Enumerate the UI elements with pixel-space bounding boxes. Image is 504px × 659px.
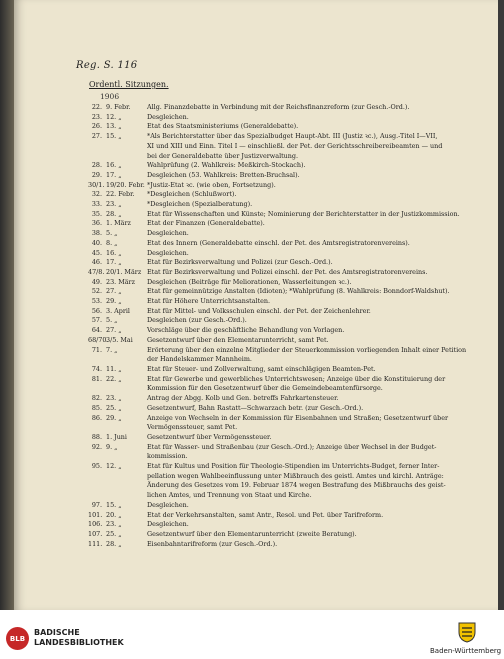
session-topic: Vermögenssteuer, samt Pet.	[147, 423, 238, 432]
session-row	[88, 278, 490, 288]
session-date: 15. „	[106, 500, 122, 509]
session-topic: Allg. Finanzdebatte in Verbindung mit der Reichsfinanzreform (zur Gesch.-Ord.).	[147, 103, 410, 111]
session-number: 52.	[91, 287, 102, 296]
session-row	[88, 433, 490, 443]
session-topic: *Als Berichterstatter über das Spezialbudget Haupt-Abt. III (Justiz ꝛc.), Ausg.-Titel I—VII,	[147, 132, 438, 141]
session-row	[88, 491, 490, 501]
session-number: 40.	[91, 238, 102, 247]
session-date	[102, 491, 147, 501]
document-page	[14, 0, 498, 610]
session-number: 82.	[91, 394, 102, 403]
session-date: 5. „	[106, 229, 118, 238]
session-number: 32.	[91, 190, 102, 199]
session-row	[88, 404, 490, 414]
session-date: 17. „	[106, 258, 122, 267]
running-head: Reg. S. 116	[76, 60, 138, 71]
session-date: 22. Febr.	[106, 190, 135, 199]
session-topic: Änderung des Gesetzes vom 19. Februar 1874 wegen Bestrafung des Mißbrauchs des geist-	[147, 481, 446, 490]
session-row	[88, 200, 490, 210]
session-row	[88, 142, 490, 152]
session-topic: *Desgleichen (Schlußwort).	[147, 190, 237, 199]
session-topic: *Justiz-Etat ꝛc. (wie oben, Fortsetzung).	[147, 180, 276, 189]
session-date	[102, 152, 147, 162]
session-topic: bei der Generaldebatte über Justizverwaltung.	[147, 151, 299, 160]
session-row	[88, 229, 490, 239]
session-number	[88, 423, 102, 433]
session-number: 27.	[91, 132, 102, 141]
session-number: 46.	[91, 258, 102, 267]
session-row	[88, 511, 490, 521]
session-topic: Gesetzentwurf, Bahn Rastatt—Schwarzach betr. (zur Gesch.-Ord.).	[147, 403, 364, 412]
session-topic: Etat für Kultus und Position für Theologie-Stipendien im Unterrichts-Budget, ferner Inter-	[147, 462, 440, 471]
session-row	[88, 355, 490, 365]
session-row	[88, 268, 490, 278]
session-date: 25. „	[106, 529, 122, 538]
session-date: 12. „	[106, 462, 122, 471]
session-number	[88, 472, 102, 482]
session-date: 17. „	[106, 170, 122, 179]
session-topic: Desgleichen.	[147, 229, 189, 238]
session-row	[88, 375, 490, 385]
session-topic: Gesetzentwurf über den Elementarunterricht, samt Pet.	[147, 335, 329, 344]
session-topic: pellation wegen Wahlbeeinflussung unter Mißbrauch des geistl. Amtes und kirchl. Anträge:	[147, 471, 444, 480]
session-date: 9. „	[106, 442, 118, 451]
session-row	[88, 219, 490, 229]
session-row	[88, 530, 490, 540]
session-topic: Etat für Bezirksverwaltung und Polizei (zur Gesch.-Ord.).	[147, 258, 333, 267]
session-number: 29.	[91, 170, 102, 179]
session-number	[88, 152, 102, 162]
session-topic: Etat für Bezirksverwaltung und Polizei einschl. der Pet. des Amtsregistratorenvereins.	[147, 267, 428, 276]
session-date: 29. „	[106, 413, 122, 422]
session-row	[88, 249, 490, 259]
session-topic: Etat für Höhere Unterrichtsanstalten.	[147, 297, 271, 306]
blb-logo: BLB	[6, 627, 29, 650]
session-date: 16. „	[106, 248, 122, 257]
session-topic: Desgleichen.	[147, 520, 189, 529]
session-topic: der Handelskammer Mannheim.	[147, 355, 252, 364]
session-topic: Gesetzentwurf über den Elementarunterricht (zweite Beratung).	[147, 529, 357, 538]
coat-of-arms-icon	[455, 620, 479, 644]
session-date: 13. „	[106, 122, 122, 131]
session-topic: Kommission für den Gesetzentwurf über die Gemeindebeamtenfürsorge.	[147, 384, 383, 393]
session-topic: Etat des Innern (Generaldebatte einschl. der Pet. des Amtsregistratorenvereins).	[147, 238, 410, 247]
session-number: 35.	[91, 209, 102, 218]
session-topic: Vorschläge über die geschäftliche Behandlung von Vorlagen.	[147, 326, 345, 335]
region-label: Baden-Württemberg	[430, 647, 502, 655]
session-topic: Antrag der Abgg. Kolb und Gen. betreffs Fahrkartensteuer.	[147, 394, 339, 403]
session-row	[88, 462, 490, 472]
session-date: 20. „	[106, 510, 122, 519]
session-row	[88, 307, 490, 317]
session-date: 27. „	[106, 326, 122, 335]
session-topic: Etat der Verkehrsanstalten, samt Antr., Resol. und Pet. über Tarifreform.	[147, 510, 384, 519]
session-date: 29. „	[106, 297, 122, 306]
session-number: 101.	[88, 510, 103, 519]
session-topic: Desgleichen (Beiträge für Meliorationen, Wasserleitungen ꝛc.).	[147, 277, 352, 286]
session-topic: Eisenbahntarifreform (zur Gesch.-Ord.).	[147, 539, 278, 548]
session-date: 27. „	[106, 287, 122, 296]
session-topic: Etat für Mittel- und Volksschulen einschl. der Pet. der Zeichenlehrer.	[147, 306, 371, 315]
session-date: 20/1. März	[106, 267, 142, 276]
session-date: 5. „	[106, 316, 118, 325]
session-date: 11. „	[106, 364, 122, 373]
session-number: 23.	[91, 112, 102, 121]
session-row	[88, 384, 490, 394]
session-date: 1. Juni	[106, 432, 127, 441]
session-row	[88, 520, 490, 530]
session-row	[88, 171, 490, 181]
session-row	[88, 472, 490, 482]
session-number: 38.	[91, 229, 102, 238]
session-number: 22.	[91, 103, 102, 111]
session-number	[88, 491, 102, 501]
session-date	[102, 481, 147, 491]
library-name-line2: LANDESBIBLIOTHEK	[34, 638, 124, 647]
session-number	[88, 481, 102, 491]
session-row	[88, 122, 490, 132]
sessions-list	[88, 103, 490, 549]
session-date	[102, 355, 147, 365]
session-number	[88, 355, 102, 365]
session-row	[88, 239, 490, 249]
session-number: 57.	[91, 316, 102, 325]
session-topic: Etat für Wissenschaften und Künste; Nominierung der Berichterstatter in der Justizkommission.	[147, 209, 460, 218]
session-topic: Etat der Finanzen (Generaldebatte).	[147, 219, 265, 228]
session-date	[102, 472, 147, 482]
session-row	[88, 316, 490, 326]
session-row	[88, 414, 490, 424]
session-topic: Etat für Gewerbe und gewerbliches Unterrichtswesen; Anzeige über die Konstituierung der	[147, 374, 446, 383]
session-date	[102, 384, 147, 394]
session-number: 47/8.	[88, 267, 105, 276]
session-row	[88, 443, 490, 453]
footer-bar	[0, 610, 504, 659]
session-date: 9. Febr.	[106, 103, 131, 111]
session-row	[88, 190, 490, 200]
session-number: 30/1.	[88, 180, 105, 189]
section-title: Ordentl. Sitzungen.	[89, 80, 169, 89]
session-topic: *Desgleichen (Spezialberatung).	[147, 200, 253, 209]
session-number: 68/70.	[88, 335, 109, 344]
session-row	[88, 394, 490, 404]
session-row	[88, 258, 490, 268]
session-number: 53.	[91, 297, 102, 306]
session-number: 85.	[91, 403, 102, 412]
session-date: 3/5. Mai	[106, 335, 133, 344]
session-topic: Desgleichen.	[147, 500, 189, 509]
session-date: 23. „	[106, 394, 122, 403]
session-topic: lichen Amtes, und Trennung von Staat und Kirche.	[147, 491, 312, 500]
session-number: 26.	[91, 122, 102, 131]
session-topic: Desgleichen (53. Wahlkreis: Bretten-Bruchsal).	[147, 170, 300, 179]
session-row	[88, 297, 490, 307]
session-number: 92.	[91, 442, 102, 451]
session-date: 23. „	[106, 200, 122, 209]
session-number: 64.	[91, 326, 102, 335]
session-number: 111.	[88, 539, 103, 548]
session-date: 25. „	[106, 403, 122, 412]
session-number	[88, 452, 102, 462]
session-number: 33.	[91, 200, 102, 209]
session-row	[88, 103, 490, 113]
session-number: 28.	[91, 161, 102, 170]
session-number: 95.	[91, 462, 102, 471]
session-date: 23. März	[106, 277, 135, 286]
session-topic: Etat für Wasser- und Straßenbau (zur Gesch.-Ord.); Anzeige über Wechsel in der Budget-	[147, 442, 437, 451]
session-row	[88, 423, 490, 433]
session-row	[88, 365, 490, 375]
session-row	[88, 336, 490, 346]
session-topic: Erörterung über den einzelne Mitglieder der Steuerkommission vorliegenden Inhalt einer Petition	[147, 345, 467, 354]
session-date: 19/20. Febr.	[106, 180, 145, 189]
session-row	[88, 161, 490, 171]
library-name-line1: BADISCHE	[34, 628, 80, 637]
session-topic: XI und XIII und Einn. Titel I — einschließl. der Pet. der Gerichtsschreibereibeamten — und	[147, 141, 443, 150]
session-number: 36.	[91, 219, 102, 228]
session-date: 8. „	[106, 238, 118, 247]
session-date	[102, 423, 147, 433]
session-topic: kommission.	[147, 452, 188, 461]
session-topic: Gesetzentwurf über Vermögenssteuer.	[147, 432, 272, 441]
session-date: 23. „	[106, 520, 122, 529]
session-number: 81.	[91, 374, 102, 383]
session-row	[88, 210, 490, 220]
session-topic: Desgleichen.	[147, 112, 189, 121]
session-topic: Wahlprüfung (2. Wahlkreis: Meßkirch-Stockach).	[147, 161, 306, 170]
session-date: 28. „	[106, 539, 122, 548]
session-date	[102, 142, 147, 152]
session-row	[88, 113, 490, 123]
session-date: 22. „	[106, 374, 122, 383]
session-number: 97.	[91, 500, 102, 509]
session-number: 71.	[91, 345, 102, 354]
session-number	[88, 142, 102, 152]
section-year: 1906	[100, 92, 120, 101]
session-date: 15. „	[106, 132, 122, 141]
session-number: 74.	[91, 364, 102, 373]
session-number: 86.	[91, 413, 102, 422]
session-topic: Anzeige von Wechseln in der Kommission für Eisenbahnen und Straßen; Gesetzentwurf über	[147, 413, 449, 422]
session-date: 3. April	[106, 306, 130, 315]
session-topic: Desgleichen (zur Gesch.-Ord.).	[147, 316, 247, 325]
session-row	[88, 452, 490, 462]
session-topic: Etat für Steuer- und Zollverwaltung, samt einschlägigen Beamten-Pet.	[147, 364, 376, 373]
session-row	[88, 540, 490, 550]
session-row	[88, 481, 490, 491]
session-number: 49.	[91, 277, 102, 286]
session-row	[88, 326, 490, 336]
session-number: 45.	[91, 248, 102, 257]
session-topic: Desgleichen.	[147, 248, 189, 257]
session-row	[88, 152, 490, 162]
session-date: 28. „	[106, 209, 122, 218]
session-row	[88, 181, 490, 191]
session-number: 107.	[88, 529, 103, 538]
session-row	[88, 346, 490, 356]
session-date: 7. „	[106, 345, 118, 354]
session-number	[88, 384, 102, 394]
session-date: 1. März	[106, 219, 131, 228]
library-name	[34, 628, 124, 648]
session-number: 56.	[91, 306, 102, 315]
session-date	[102, 452, 147, 462]
session-topic: Etat für gemeinnützige Anstalten (Idioten); *Wahlprüfung (8. Wahlkreis: Bonndorf-Waldshut).	[147, 287, 450, 296]
session-number: 88.	[91, 432, 102, 441]
book-gutter	[0, 0, 14, 610]
session-date: 16. „	[106, 161, 122, 170]
session-number: 106.	[88, 520, 103, 529]
session-row	[88, 287, 490, 297]
session-topic: Etat des Staatsministeriums (Generaldebatte).	[147, 122, 299, 131]
session-date: 12. „	[106, 112, 122, 121]
session-row	[88, 501, 490, 511]
session-row	[88, 132, 490, 142]
